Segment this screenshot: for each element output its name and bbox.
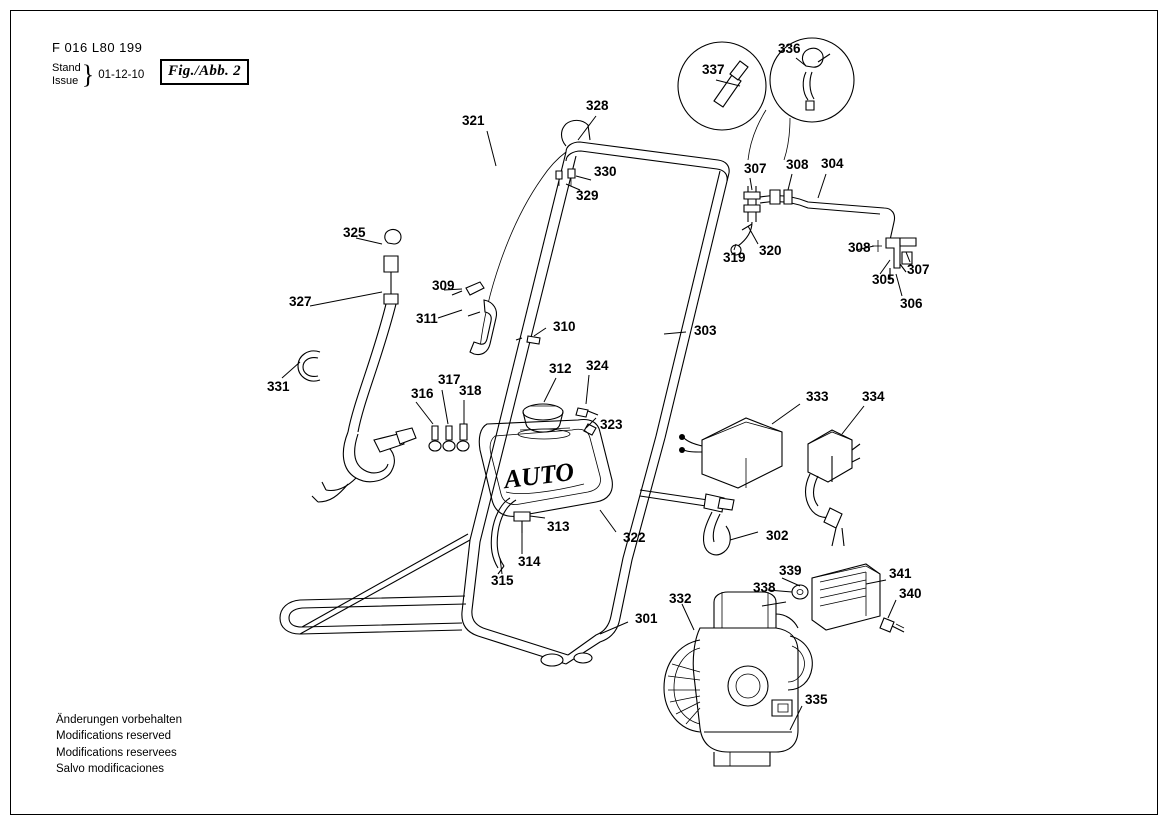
- callout-334: 334: [862, 389, 885, 404]
- spark-plug-lead-327: [298, 229, 416, 502]
- note-line-en: Modifications reserved: [56, 730, 172, 743]
- callout-337: 337: [702, 62, 725, 77]
- callout-332: 332: [669, 591, 692, 606]
- callout-335: 335: [805, 692, 828, 707]
- brace-glyph: }: [81, 59, 95, 89]
- callout-319: 319: [723, 250, 746, 265]
- callout-311: 311: [416, 311, 438, 326]
- starter-rod-302: [640, 490, 734, 555]
- callout-314: 314: [518, 554, 541, 569]
- callout-340: 340: [899, 586, 922, 601]
- callout-308-lower: 308: [848, 240, 871, 255]
- callout-313: 313: [547, 519, 570, 534]
- note-line-de: Änderungen vorbehalten: [56, 714, 182, 726]
- callout-307-lower: 307: [907, 262, 930, 277]
- callout-333: 333: [806, 389, 829, 404]
- callout-339: 339: [779, 563, 802, 578]
- callout-320: 320: [759, 243, 782, 258]
- figure-label-box: Fig./Abb. 2: [160, 59, 249, 85]
- callout-325: 325: [343, 225, 366, 240]
- detail-circle-337: [678, 42, 766, 130]
- callout-338: 338: [753, 580, 776, 595]
- callout-307-upper: 307: [744, 161, 767, 176]
- fasteners-316-318: [429, 424, 469, 451]
- callout-301: 301: [635, 611, 658, 626]
- issue-date: 01-12-10: [98, 68, 145, 81]
- ignition-module-341: [792, 564, 904, 632]
- battery-box-333: [679, 418, 782, 488]
- note-line-es: Salvo modificaciones: [56, 762, 165, 775]
- issue-label: Issue: [52, 74, 79, 87]
- callout-321: 321: [462, 113, 485, 128]
- charger-plug-334: [806, 430, 861, 546]
- callout-304: 304: [821, 156, 844, 171]
- callout-317: 317: [438, 372, 461, 387]
- callout-341: 341: [889, 566, 912, 581]
- callout-310: 310: [553, 319, 576, 334]
- callout-331: 331: [267, 379, 290, 394]
- callout-302: 302: [766, 528, 789, 543]
- callout-305: 305: [872, 272, 895, 287]
- part-number: F 016 L80 199: [52, 40, 143, 55]
- callout-318: 318: [459, 383, 482, 398]
- callout-323: 323: [600, 417, 623, 432]
- callout-324: 324: [586, 358, 609, 373]
- callout-315: 315: [491, 573, 514, 588]
- callout-328: 328: [586, 98, 609, 113]
- lever-assembly-311: [452, 282, 540, 355]
- callout-303: 303: [694, 323, 717, 338]
- engine-assembly-332: [664, 592, 812, 766]
- callout-312: 312: [549, 361, 572, 376]
- callout-322: 322: [623, 530, 646, 545]
- note-line-fr: Modifications reservees: [56, 746, 177, 759]
- tank-label-text: AUTO: [502, 456, 576, 495]
- callout-329: 329: [576, 188, 599, 203]
- callout-316: 316: [411, 386, 434, 401]
- callout-327: 327: [289, 294, 312, 309]
- callout-309: 309: [432, 278, 455, 293]
- callout-336: 336: [778, 41, 801, 56]
- callout-330: 330: [594, 164, 617, 179]
- callout-308-upper: 308: [786, 157, 809, 172]
- callout-306: 306: [900, 296, 923, 311]
- stand-label: Stand: [52, 62, 81, 74]
